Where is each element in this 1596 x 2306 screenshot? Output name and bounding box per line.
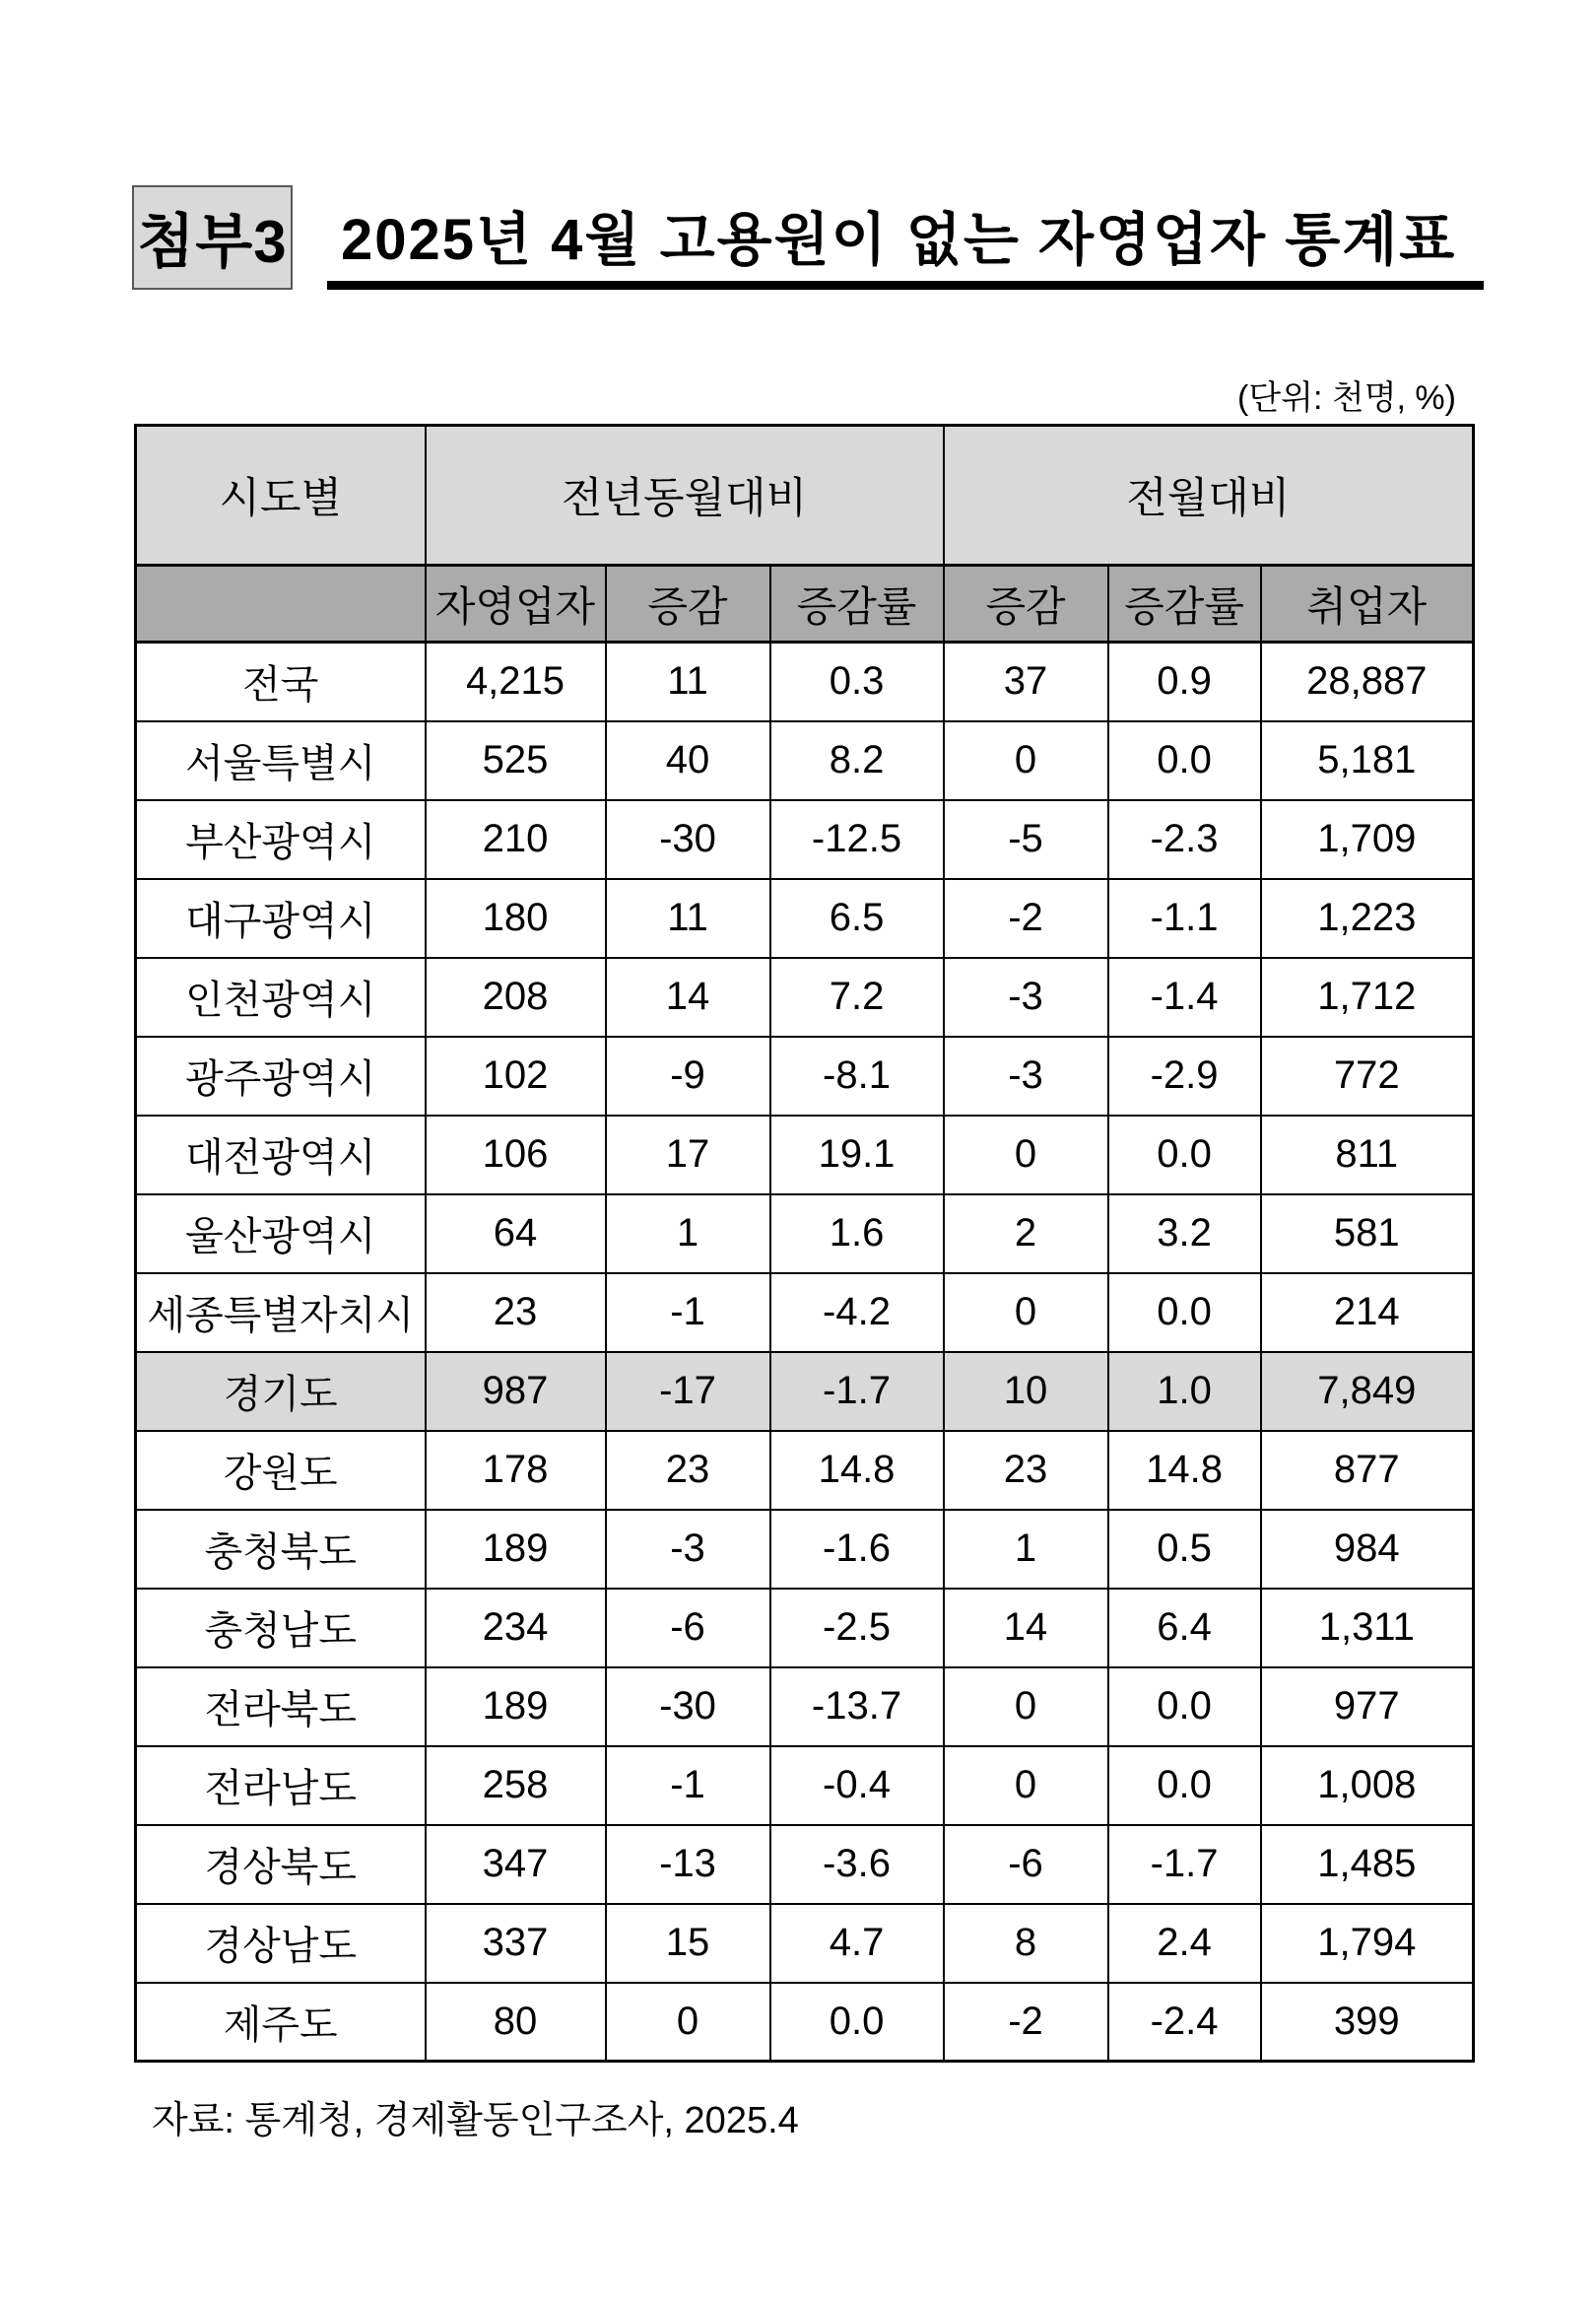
value-cell: 1,311 xyxy=(1261,1589,1474,1667)
value-cell: 189 xyxy=(426,1510,606,1589)
value-cell: 0.0 xyxy=(1108,1746,1261,1825)
value-cell: -17 xyxy=(606,1352,770,1431)
header-group-year-over-year: 전년동월대비 xyxy=(426,426,944,566)
region-cell: 부산광역시 xyxy=(136,800,426,879)
table-row xyxy=(136,1667,1474,1746)
header-sub-row xyxy=(136,566,1474,643)
value-cell: -2 xyxy=(944,1983,1108,2062)
table-row xyxy=(136,1352,1474,1431)
table-row xyxy=(136,721,1474,800)
region-cell: 충청남도 xyxy=(136,1589,426,1667)
value-cell: -1.1 xyxy=(1108,879,1261,958)
value-cell: 1.6 xyxy=(770,1194,944,1273)
value-cell: 8.2 xyxy=(770,721,944,800)
value-cell: 23 xyxy=(606,1431,770,1510)
value-cell: 14.8 xyxy=(770,1431,944,1510)
value-cell: 0 xyxy=(944,721,1108,800)
region-cell: 세종특별자치시 xyxy=(136,1273,426,1352)
value-cell: 234 xyxy=(426,1589,606,1667)
table-row xyxy=(136,1983,1474,2062)
value-cell: -30 xyxy=(606,800,770,879)
value-cell: 106 xyxy=(426,1116,606,1194)
value-cell: 1 xyxy=(944,1510,1108,1589)
value-cell: 5,181 xyxy=(1261,721,1474,800)
value-cell: 1,709 xyxy=(1261,800,1474,879)
header-region: 시도별 xyxy=(136,426,426,566)
value-cell: -1.7 xyxy=(1108,1825,1261,1904)
value-cell: -13.7 xyxy=(770,1667,944,1746)
region-cell: 경기도 xyxy=(136,1352,426,1431)
value-cell: 258 xyxy=(426,1746,606,1825)
value-cell: -2.9 xyxy=(1108,1037,1261,1116)
value-cell: -1 xyxy=(606,1273,770,1352)
region-cell: 강원도 xyxy=(136,1431,426,1510)
value-cell: 180 xyxy=(426,879,606,958)
table-row xyxy=(136,1510,1474,1589)
value-cell: 581 xyxy=(1261,1194,1474,1273)
region-cell: 전라남도 xyxy=(136,1746,426,1825)
value-cell: 811 xyxy=(1261,1116,1474,1194)
value-cell: -2.5 xyxy=(770,1589,944,1667)
value-cell: 14 xyxy=(944,1589,1108,1667)
region-cell: 전라북도 xyxy=(136,1667,426,1746)
value-cell: 0 xyxy=(944,1273,1108,1352)
value-cell: -0.4 xyxy=(770,1746,944,1825)
value-cell: 23 xyxy=(944,1431,1108,1510)
value-cell: 23 xyxy=(426,1273,606,1352)
value-cell: 6.5 xyxy=(770,879,944,958)
page-title: 2025년 4월 고용원이 없는 자영업자 통계표 xyxy=(327,185,1484,290)
region-cell: 전국 xyxy=(136,643,426,721)
value-cell: -8.1 xyxy=(770,1037,944,1116)
value-cell: -1 xyxy=(606,1746,770,1825)
region-cell: 제주도 xyxy=(136,1983,426,2062)
value-cell: 4,215 xyxy=(426,643,606,721)
title-row xyxy=(132,185,1484,290)
value-cell: 14 xyxy=(606,958,770,1037)
table-header xyxy=(136,426,1474,643)
header-yoy-change: 증감 xyxy=(606,566,770,643)
value-cell: 28,887 xyxy=(1261,643,1474,721)
value-cell: 1,712 xyxy=(1261,958,1474,1037)
attachment-badge: 첨부3 xyxy=(132,185,293,290)
value-cell: -2 xyxy=(944,879,1108,958)
value-cell: 0 xyxy=(606,1983,770,2062)
value-cell: 2.4 xyxy=(1108,1904,1261,1983)
value-cell: 399 xyxy=(1261,1983,1474,2062)
header-empty-cell xyxy=(136,566,426,643)
value-cell: 178 xyxy=(426,1431,606,1510)
value-cell: 977 xyxy=(1261,1667,1474,1746)
value-cell: 64 xyxy=(426,1194,606,1273)
value-cell: -3.6 xyxy=(770,1825,944,1904)
header-employed: 취업자 xyxy=(1261,566,1474,643)
value-cell: 0.0 xyxy=(1108,1116,1261,1194)
value-cell: -4.2 xyxy=(770,1273,944,1352)
value-cell: 0.3 xyxy=(770,643,944,721)
table-row xyxy=(136,1904,1474,1983)
table-row xyxy=(136,1194,1474,1273)
value-cell: 6.4 xyxy=(1108,1589,1261,1667)
value-cell: -30 xyxy=(606,1667,770,1746)
value-cell: 19.1 xyxy=(770,1116,944,1194)
value-cell: -6 xyxy=(606,1589,770,1667)
region-cell: 울산광역시 xyxy=(136,1194,426,1273)
region-cell: 충청북도 xyxy=(136,1510,426,1589)
value-cell: -12.5 xyxy=(770,800,944,879)
value-cell: 214 xyxy=(1261,1273,1474,1352)
table-row xyxy=(136,879,1474,958)
value-cell: -3 xyxy=(606,1510,770,1589)
value-cell: 4.7 xyxy=(770,1904,944,1983)
value-cell: -9 xyxy=(606,1037,770,1116)
value-cell: 7,849 xyxy=(1261,1352,1474,1431)
table-row xyxy=(136,1589,1474,1667)
value-cell: 2 xyxy=(944,1194,1108,1273)
value-cell: 337 xyxy=(426,1904,606,1983)
source-note: 자료: 통계청, 경제활동인구조사, 2025.4 xyxy=(152,2100,799,2141)
header-mom-change: 증감 xyxy=(944,566,1108,643)
table-row xyxy=(136,1116,1474,1194)
region-cell: 광주광역시 xyxy=(136,1037,426,1116)
value-cell: 984 xyxy=(1261,1510,1474,1589)
value-cell: 772 xyxy=(1261,1037,1474,1116)
value-cell: 1,008 xyxy=(1261,1746,1474,1825)
value-cell: 0.9 xyxy=(1108,643,1261,721)
value-cell: 10 xyxy=(944,1352,1108,1431)
value-cell: 0 xyxy=(944,1667,1108,1746)
header-self-employed: 자영업자 xyxy=(426,566,606,643)
value-cell: 15 xyxy=(606,1904,770,1983)
table-row xyxy=(136,958,1474,1037)
value-cell: 1,223 xyxy=(1261,879,1474,958)
header-mom-change-rate: 증감률 xyxy=(1108,566,1261,643)
region-cell: 대구광역시 xyxy=(136,879,426,958)
value-cell: 1,485 xyxy=(1261,1825,1474,1904)
value-cell: 11 xyxy=(606,643,770,721)
header-group-month-over-month: 전월대비 xyxy=(944,426,1474,566)
value-cell: 0 xyxy=(944,1116,1108,1194)
value-cell: 0.0 xyxy=(770,1983,944,2062)
value-cell: 11 xyxy=(606,879,770,958)
value-cell: 40 xyxy=(606,721,770,800)
value-cell: -1.7 xyxy=(770,1352,944,1431)
table-row xyxy=(136,1746,1474,1825)
value-cell: -6 xyxy=(944,1825,1108,1904)
value-cell: 347 xyxy=(426,1825,606,1904)
region-cell: 인천광역시 xyxy=(136,958,426,1037)
value-cell: 0.0 xyxy=(1108,721,1261,800)
region-cell: 경상북도 xyxy=(136,1825,426,1904)
value-cell: 525 xyxy=(426,721,606,800)
region-cell: 대전광역시 xyxy=(136,1116,426,1194)
value-cell: 14.8 xyxy=(1108,1431,1261,1510)
value-cell: -3 xyxy=(944,1037,1108,1116)
value-cell: -2.4 xyxy=(1108,1983,1261,2062)
statistics-table xyxy=(134,424,1475,2063)
value-cell: 17 xyxy=(606,1116,770,1194)
table-row xyxy=(136,643,1474,721)
table-row xyxy=(136,1273,1474,1352)
table-row xyxy=(136,1037,1474,1116)
value-cell: -1.4 xyxy=(1108,958,1261,1037)
header-yoy-change-rate: 증감률 xyxy=(770,566,944,643)
table-row xyxy=(136,1431,1474,1510)
value-cell: 8 xyxy=(944,1904,1108,1983)
table-body xyxy=(136,643,1474,2062)
table-row xyxy=(136,800,1474,879)
value-cell: 3.2 xyxy=(1108,1194,1261,1273)
value-cell: 877 xyxy=(1261,1431,1474,1510)
value-cell: 189 xyxy=(426,1667,606,1746)
value-cell: -3 xyxy=(944,958,1108,1037)
value-cell: 0.5 xyxy=(1108,1510,1261,1589)
value-cell: 210 xyxy=(426,800,606,879)
value-cell: 1,794 xyxy=(1261,1904,1474,1983)
value-cell: -1.6 xyxy=(770,1510,944,1589)
value-cell: 80 xyxy=(426,1983,606,2062)
value-cell: 7.2 xyxy=(770,958,944,1037)
value-cell: 0.0 xyxy=(1108,1273,1261,1352)
value-cell: 0 xyxy=(944,1746,1108,1825)
header-group-row xyxy=(136,426,1474,566)
table-row xyxy=(136,1825,1474,1904)
value-cell: 987 xyxy=(426,1352,606,1431)
value-cell: 37 xyxy=(944,643,1108,721)
region-cell: 경상남도 xyxy=(136,1904,426,1983)
value-cell: -13 xyxy=(606,1825,770,1904)
value-cell: -2.3 xyxy=(1108,800,1261,879)
value-cell: 1 xyxy=(606,1194,770,1273)
region-cell: 서울특별시 xyxy=(136,721,426,800)
value-cell: 0.0 xyxy=(1108,1667,1261,1746)
value-cell: -5 xyxy=(944,800,1108,879)
value-cell: 102 xyxy=(426,1037,606,1116)
unit-note: (단위: 천명, %) xyxy=(1236,379,1456,417)
value-cell: 208 xyxy=(426,958,606,1037)
value-cell: 1.0 xyxy=(1108,1352,1261,1431)
